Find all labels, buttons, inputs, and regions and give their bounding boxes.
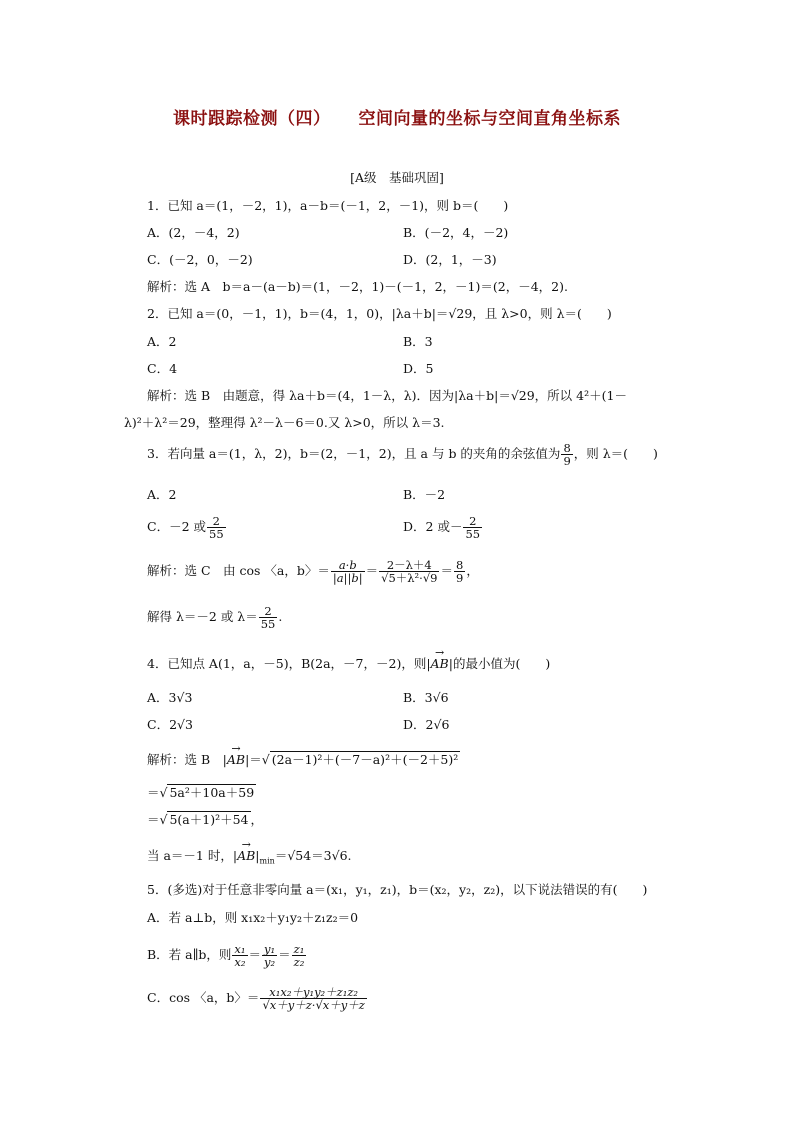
option-text: C．cos 〈a，b〉＝ — [147, 990, 260, 1006]
q3-solution-line2 — [147, 605, 282, 630]
equals-sign: ＝ — [365, 563, 379, 579]
solution-fraction-3 — [454, 559, 465, 584]
q4-option-c: C．2√3 — [147, 717, 193, 732]
option-text: C．－2 或 — [147, 519, 206, 535]
q3-stem-text: 3．若向量 a＝(1，λ，2)，b＝(2，－1，2)，且 a 与 b 的夹角的余弦值为 — [147, 446, 561, 462]
q3-option-c — [147, 515, 227, 540]
q2-option-c: C．4 — [147, 361, 178, 376]
option-text: B．若 a∥b，则 — [147, 947, 232, 963]
q5-stem: 5．(多选)对于任意非零向量 a＝(x₁，y₁，z₁)，b＝(x₂，y₂，z₂)，以下说法错误的有( ) — [147, 882, 648, 897]
solution-fraction-1 — [331, 559, 365, 584]
fraction-numerator: 2 — [207, 515, 226, 528]
solution-fraction-2 — [379, 559, 439, 584]
radical-sign: ＝√ — [147, 785, 168, 800]
fraction-denominator: 55 — [465, 527, 481, 542]
solution-text: 解析：选 C 由 cos 〈a，b〉＝ — [147, 563, 330, 579]
fraction-numerator: y₁ — [264, 942, 276, 956]
q5-option-b: B．若 a∥b，则 $\frac{\text{x₁}}{\text{x₂}}$ ＝ $\frac{\text{y₁}}{\text{y₂}}$ ＝ $\frac{\text{z₁}}{\text{z₂}}$ — [147, 942, 305, 970]
equals-sign: ＝ — [440, 563, 453, 579]
fraction-denominator: |a||b| — [332, 571, 363, 586]
fraction-denominator: 55 — [260, 617, 276, 632]
fraction-numerator: z₁ — [293, 942, 305, 956]
solution-text: 当 a＝－1 时，| — [147, 848, 238, 863]
solution-text: 解析：选 B | — [147, 752, 227, 767]
fraction-denominator: √x＋y＋z·√x＋y＋z — [262, 998, 365, 1013]
section-level: [A级 基础巩固] — [350, 170, 444, 185]
q3-option-b: B．－2 — [403, 487, 446, 502]
q4-solution-line1 — [147, 751, 460, 769]
vector-ab: → AB — [237, 847, 255, 865]
title-part2: 空间向量的坐标与空间直角坐标系 — [358, 109, 621, 129]
fraction-denominator: z₂ — [293, 955, 305, 970]
fraction-numerator: 8 — [455, 558, 464, 572]
title-part1: 课时跟踪检测（四） — [173, 109, 331, 129]
q1-stem: 1．已知 a＝(1，－2，1)，a－b＝(－1，2，－1)，则 b＝( ) — [147, 198, 509, 213]
page-title — [0, 104, 794, 129]
q2-stem: 2．已知 a＝(0，－1，1)，b＝(4，1，0)，|λa＋b|＝√29，且 λ>0，则 λ＝( ) — [147, 306, 612, 321]
vector-ab: → AB — [227, 751, 245, 769]
q2-option-d: D．5 — [403, 361, 434, 376]
q4-solution-line2 — [147, 784, 256, 802]
fraction-numerator: x₁ — [234, 942, 246, 956]
q1-option-a: A．(2，－4，2) — [147, 225, 240, 240]
q3-option-d — [403, 515, 483, 540]
fraction-denominator: 55 — [209, 527, 224, 542]
solution-tail: . — [278, 609, 283, 625]
fraction-numerator: 8 — [563, 441, 571, 455]
q1-option-b: B．(－2，4，－2) — [403, 225, 509, 240]
q3-stem — [147, 442, 658, 467]
q1-solution: 解析：选 A b＝a－(a－b)＝(1，－2，1)－(－1，2，－1)＝(2，－4，2). — [147, 279, 568, 294]
q2-option-b: B．3 — [403, 334, 433, 349]
radicand: (2a－1)²＋(－7－a)²＋(－2＋5)² — [271, 752, 459, 767]
q1-option-c: C．(－2，0，－2) — [147, 252, 253, 267]
q3-stem-tail: ，则 λ＝( ) — [573, 446, 658, 462]
radicand: 5a²＋10a＋59 — [169, 785, 255, 800]
option-fraction-1 — [232, 943, 247, 968]
solution-tail: ， — [466, 563, 479, 579]
q4-option-a: A．3√3 — [147, 690, 193, 705]
fraction-numerator: 2－λ＋4 — [379, 559, 439, 572]
solution-text: 解得 λ＝－2 或 λ＝ — [147, 609, 258, 625]
q5-option-c — [147, 986, 368, 1011]
fraction-numerator: x₁x₂＋y₁y₂＋z₁z₂ — [260, 986, 366, 999]
q3-stem-fraction — [561, 442, 572, 467]
option-fraction-2 — [262, 943, 277, 968]
q4-stem-text: 4．已知点 A(1，a，－5)，B(2a，－7，－2)，则| — [147, 656, 431, 671]
option-fraction — [260, 986, 366, 1011]
solution-tail: ＝√54＝3√6. — [274, 848, 352, 863]
solution-tail: ， — [250, 812, 264, 827]
q2-solution-line1: 解析：选 B 由题意，得 λa＋b＝(4，1－λ，λ)．因为|λa＋b|＝√29，所以 4²＋(1－ — [147, 388, 627, 403]
option-fraction-3 — [292, 943, 307, 968]
radical-sign: |＝√ — [245, 752, 270, 767]
radicand: 5(a＋1)²＋54 — [169, 812, 249, 827]
q4-solution-line4 — [147, 847, 352, 871]
fraction-numerator: a·b — [331, 559, 365, 572]
option-fraction — [463, 515, 482, 540]
q2-solution-line2: λ)²＋λ²＝29，整理得 λ²－λ－6＝0.又 λ>0，所以 λ＝3. — [124, 415, 445, 430]
fraction-denominator: x₂ — [234, 955, 246, 970]
q4-stem — [147, 655, 550, 673]
option-fraction — [207, 515, 226, 540]
q1-option-d: D．(2，1，－3) — [403, 252, 497, 267]
option-text: D．2 或－ — [403, 519, 463, 535]
fraction-denominator: 9 — [455, 571, 464, 586]
fraction-numerator: 2 — [463, 515, 482, 528]
fraction-denominator: √5＋λ²·√9 — [381, 571, 438, 586]
q4-option-d: D．2√6 — [403, 717, 450, 732]
abs-bar: | — [255, 848, 260, 863]
q2-option-a: A．2 — [147, 334, 177, 349]
fraction-denominator: 9 — [563, 454, 571, 469]
fraction-numerator: 2 — [259, 605, 278, 618]
q3-solution-line1 — [147, 559, 479, 584]
q4-solution-line3 — [147, 811, 263, 829]
q4-option-b: B．3√6 — [403, 690, 449, 705]
q3-option-a: A．2 — [147, 487, 177, 502]
min-subscript: min — [259, 856, 275, 866]
radical-sign: ＝√ — [147, 812, 168, 827]
solution-fraction — [259, 605, 278, 630]
q5-option-a: A．若 a⊥b，则 x₁x₂＋y₁y₂＋z₁z₂＝0 — [147, 910, 359, 925]
vector-ab: → AB — [431, 655, 449, 673]
q4-stem-tail: |的最小值为( ) — [448, 656, 551, 671]
fraction-denominator: y₂ — [264, 955, 276, 970]
